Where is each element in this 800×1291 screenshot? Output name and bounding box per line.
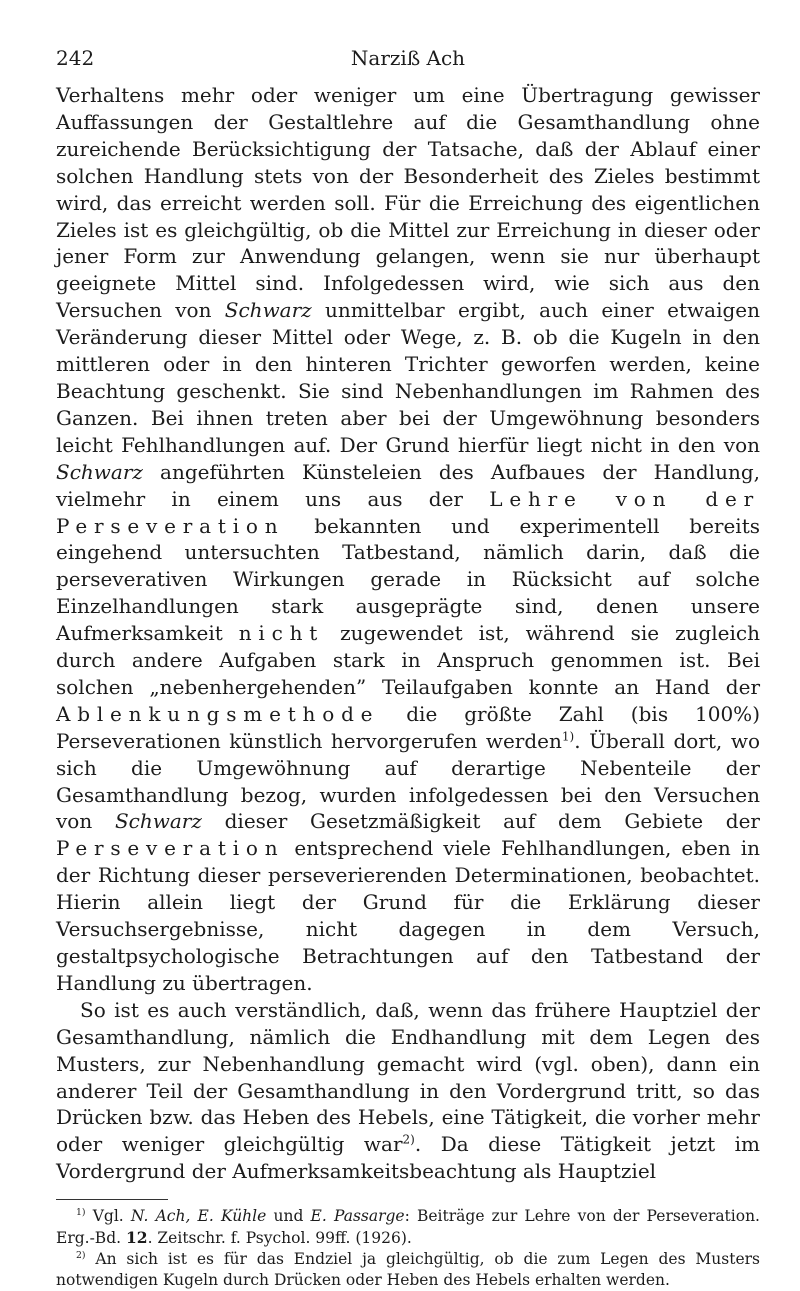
emphasis-spaced: Perseveration [56, 836, 285, 861]
emphasis-spaced: nicht [238, 621, 325, 646]
text-run: und [266, 1207, 311, 1226]
text-run: An sich ist es für das Endziel ja gleichgültig, ob die zum Legen des Musters notwendigen Kugeln durch Drücken oder Heben des Hebels erhalten werden. [56, 1250, 760, 1290]
book-page [56, 46, 760, 1291]
page-number: 242 [56, 46, 95, 70]
text-run: bekannten und experimentell bereits eingehend untersuchten Tatbestand, nämlich darin, daß die perseverativen Wirkungen gerade in Rücksicht auf solche Einzelhandlungen stark ausgeprägte sind, denen unsere Aufmerksamkeit [56, 513, 760, 646]
text-run: So ist es auch verständlich, daß, wenn das frühere Hauptziel der Gesamthandlung, nämlich die Endhandlung mit dem Legen des Musters, zur Nebenhandlung gemacht wird (vgl. oben), dann ein anderer Teil der Gesamthandlung in den Vordergrund tritt, so das Drücken bzw. das Heben des Hebels, eine Tätigkeit, die vorher mehr oder weniger gleichgültig war [56, 997, 760, 1157]
footnote [56, 1206, 760, 1249]
body-text [56, 82, 760, 1185]
footnotes [56, 1206, 760, 1291]
author-name: Schwarz [114, 809, 202, 834]
footnote-ref[interactable]: 1) [561, 729, 575, 744]
paragraph [56, 82, 760, 997]
emphasis-spaced: Lehre von der Perseveration [56, 486, 760, 538]
text-run: : Beiträge zur Lehre von der Perseveration. Erg.-Bd. [56, 1207, 760, 1248]
page-header [56, 46, 760, 76]
text-run: die größte Zahl (bis 100%) Perseverationen künstlich hervorgerufen werden [56, 701, 760, 753]
footnote-divider [56, 1199, 168, 1200]
text-run: dieser Gesetzmäßigkeit auf dem Gebiete der [201, 809, 760, 834]
author-names: N. Ach, E. Kühle [130, 1207, 267, 1226]
text-run: . Da diese Tätigkeit jetzt im Vordergrund der Aufmerksamkeitsbeachtung als Hauptziel [56, 1132, 760, 1184]
footnote-marker: 2) [76, 1250, 86, 1261]
text-run: unmittelbar ergibt, auch einer etwaigen Veränderung dieser Mittel oder Wege, z. B. ob die Kugeln in den mittleren oder in den hinteren Trichter geworfen werden, keine Beachtung geschenkt. Sie sind Nebenhandlungen im Rahmen des Ganzen. Bei ihnen treten aber bei der Umgewöhnung besonders leicht Fehlhandlungen auf. Der Grund hierfür liegt nicht in den von [56, 298, 760, 457]
text-run: angeführten Künsteleien des Aufbaues der Handlung, vielmehr in einem uns aus der [56, 459, 760, 511]
text-run: zugewendet ist, während sie zugleich durch andere Aufgaben stark in Anspruch genommen ist. Bei solchen „nebenhergehenden” Teilaufgaben konnte an Hand der [56, 621, 761, 699]
text-run: Vgl. [85, 1207, 131, 1226]
text-run: entsprechend viele Fehlhandlungen, eben in der Richtung dieser perseverierenden Determinationen, beobachtet. Hierin allein liegt der Grund für die Erklärung dieser Versuchsergebnisse, nicht dagegen in dem Versuch, gestaltpsychologische Betrachtungen auf den Tatbestand der Handlung zu übertragen. [56, 836, 760, 995]
footnote-ref[interactable]: 2) [402, 1132, 415, 1147]
footnote-marker: 1) [76, 1207, 86, 1218]
author-name: Schwarz [224, 298, 312, 323]
volume-number: 12 [125, 1228, 148, 1248]
author-name: Schwarz [56, 459, 143, 484]
text-run: . Überall dort, wo sich die Umgewöhnung auf derartige Nebenteile der Gesamthandlung bezog, wurden infolgedessen bei den Versuchen von [56, 728, 760, 834]
emphasis-spaced: Ablenkungsmethode [56, 701, 380, 726]
author-name: E. Passarge [310, 1207, 405, 1226]
text-run: Verhaltens mehr oder weniger um eine Übertragung gewisser Auffassungen der Gestaltlehre auf die Gesamthandlung ohne zureichende Berücksichtigung der Tatsache, daß der Ablauf einer solchen Handlung stets von der Besonderheit des Zieles bestimmt wird, das erreicht werden soll. Für die Erreichung des eigentlichen Zieles ist es gleichgültig, ob die Mittel zur Erreichung in dieser oder jener Form zur Anwendung gelangen, wenn sie nur überhaupt geeignete Mittel sind. Infolgedessen wird, wie sich aus den Versuchen von [56, 83, 760, 323]
text-run: . Zeitschr. f. Psychol. 99ff. (1926). [147, 1229, 412, 1248]
running-head: Narziß Ach [350, 46, 466, 70]
paragraph [56, 997, 760, 1185]
footnote [56, 1249, 760, 1291]
